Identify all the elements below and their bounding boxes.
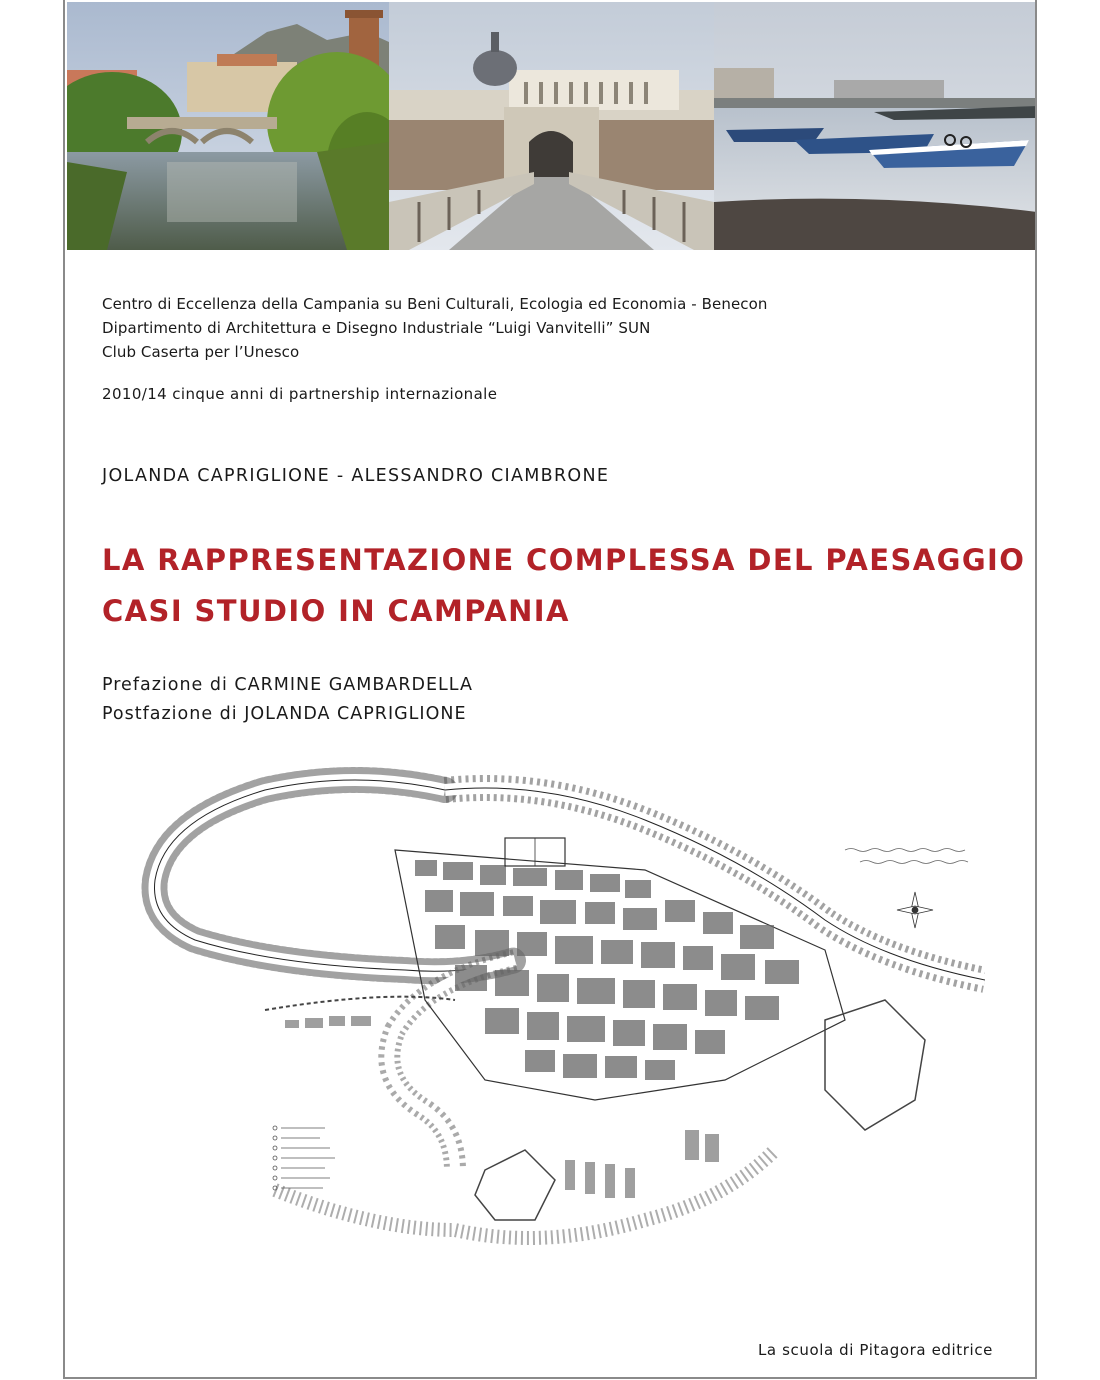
preface-credit: Prefazione di CARMINE GAMBARDELLA (102, 675, 473, 695)
historic-city-map-drawing (125, 750, 985, 1310)
postface-credit: Postfazione di JOLANDA CAPRIGLIONE (102, 704, 467, 724)
river-bridge-photo (67, 2, 389, 250)
title-line-2: CASI STUDIO IN CAMPANIA (102, 594, 570, 628)
authors: JOLANDA CAPRIGLIONE - ALESSANDRO CIAMBRONE (102, 466, 610, 486)
partnership-line: 2010/14 cinque anni di partnership internazionale (102, 385, 498, 403)
institutions-list (102, 292, 768, 364)
institution-benecon: Centro di Eccellenza della Campania su Beni Culturali, Ecologia ed Economia - Benecon (102, 295, 768, 313)
fortress-gate-photo (389, 2, 714, 250)
book-cover (63, 0, 1037, 1379)
credits (102, 671, 473, 729)
institution-club-unesco: Club Caserta per l’Unesco (102, 343, 300, 361)
harbour-boats-photo (714, 2, 1037, 250)
publisher-name: La scuola di Pitagora editrice (757, 1341, 993, 1359)
institution-dipartimento: Dipartimento di Architettura e Disegno Industriale “Luigi Vanvitelli” SUN (102, 319, 651, 337)
cover-photo-strip (67, 2, 1037, 250)
title-line-1: LA RAPPRESENTAZIONE COMPLESSA DEL PAESAGGIO (102, 543, 1026, 577)
book-title (102, 535, 1025, 637)
